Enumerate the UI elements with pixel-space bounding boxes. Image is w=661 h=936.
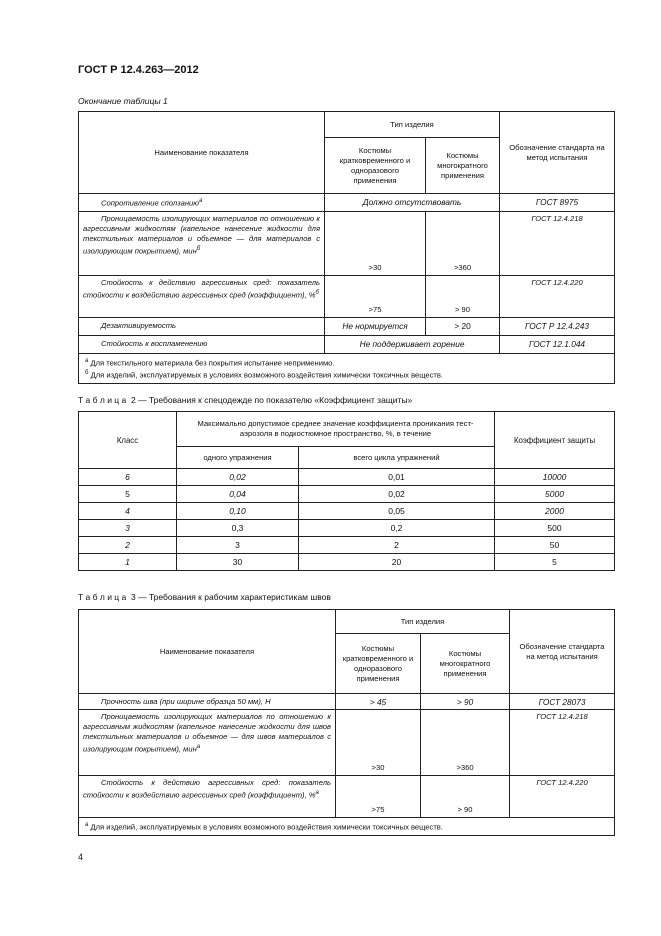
table3 bbox=[78, 609, 615, 836]
cell-coef: 50 bbox=[495, 537, 615, 554]
cell-class: 1 bbox=[79, 554, 177, 571]
row-short: >30 bbox=[336, 710, 421, 776]
t3-col-type: Тип изделия bbox=[336, 610, 510, 634]
document-header: ГОСТ Р 12.4.263—2012 bbox=[78, 64, 199, 76]
row-multi: > 90 bbox=[426, 275, 500, 317]
row-name: Проницаемость изолирующих материалов по отношению к агрессивным жидкостям (капельное нанесение жидкости для швов текстильных материалов и объемное — для швов материалов с изолирующим покрытием), мин bbox=[83, 712, 331, 754]
page-number: 4 bbox=[78, 852, 84, 862]
row-merged-value: Должно отсутствовать bbox=[325, 194, 500, 212]
cell-all: 0,05 bbox=[299, 503, 495, 520]
row-multi: >360 bbox=[421, 710, 510, 776]
row-multi: > 90 bbox=[421, 694, 510, 710]
row-name: Прочность шва (при ширине образца 50 мм), Н bbox=[101, 696, 271, 706]
cell-one: 0,3 bbox=[177, 520, 299, 537]
table-row bbox=[79, 275, 615, 317]
t1-col-short: Костюмы кратковременного и одноразового применения bbox=[325, 138, 426, 194]
cell-one: 0,10 bbox=[177, 503, 299, 520]
caption-label: Т а б л и ц а 2 bbox=[78, 395, 136, 405]
cell-all: 0,01 bbox=[299, 469, 495, 486]
table-row bbox=[79, 776, 615, 818]
footnote-mark: а bbox=[196, 744, 201, 750]
row-short: >75 bbox=[325, 275, 426, 317]
footnote-text: Для изделий, эксплуатируемых в условиях возможного воздействия химически токсичных веществ. bbox=[90, 822, 443, 832]
row-std: ГОСТ 12.4.220 bbox=[500, 275, 615, 317]
t2-col-one: одного упражнения bbox=[177, 447, 299, 469]
footnote-mark: а bbox=[315, 790, 319, 796]
footnote-text: Для текстильного материала без покрытия испытание неприменимо. bbox=[90, 358, 335, 368]
row-merged-value: Не поддерживает горение bbox=[325, 335, 500, 353]
row-std: ГОСТ Р 12.4.243 bbox=[500, 317, 615, 335]
t1-col-name: Наименование показателя bbox=[79, 112, 325, 194]
row-std: ГОСТ 12.4.220 bbox=[510, 776, 615, 818]
cell-class: 3 bbox=[79, 520, 177, 537]
t2-col-max: Максимально допустимое среднее значение коэффициента проникания тест-аэрозоля в подкостюмное пространство, %, в течение bbox=[177, 412, 495, 447]
t1-col-type: Тип изделия bbox=[325, 112, 500, 138]
table3-footnotes bbox=[79, 818, 615, 836]
row-multi: >360 bbox=[426, 211, 500, 275]
table3-caption bbox=[78, 592, 331, 602]
t3-col-std: Обозначение стандарта на метод испытания bbox=[510, 610, 615, 694]
table2 bbox=[78, 411, 615, 571]
footnote-mark: б bbox=[315, 289, 319, 296]
table-row bbox=[79, 486, 615, 503]
t1-col-std: Обозначение стандарта на метод испытания bbox=[500, 112, 615, 194]
caption-text: — Требования к спецодежде по показателю «Коэффициент защиты» bbox=[138, 395, 413, 405]
row-name: Сопротивление сползанию bbox=[101, 198, 199, 208]
cell-one: 0,02 bbox=[177, 469, 299, 486]
cell-coef: 5 bbox=[495, 554, 615, 571]
cell-class: 4 bbox=[79, 503, 177, 520]
row-name: Стойкость к воспламенению bbox=[101, 339, 208, 349]
cell-coef: 10000 bbox=[495, 469, 615, 486]
t2-col-class: Класс bbox=[79, 412, 177, 469]
table-row bbox=[79, 503, 615, 520]
row-short: >30 bbox=[325, 211, 426, 275]
table-row bbox=[79, 469, 615, 486]
table-row bbox=[79, 317, 615, 335]
table-row bbox=[79, 537, 615, 554]
table-row bbox=[79, 194, 615, 212]
cell-coef: 500 bbox=[495, 520, 615, 537]
table-row bbox=[79, 554, 615, 571]
table2-caption bbox=[78, 395, 412, 405]
footnote-text: Для изделий, эксплуатируемых в условиях возможного воздействия химически токсичных веществ. bbox=[90, 370, 444, 380]
row-std: ГОСТ 12.4.218 bbox=[510, 710, 615, 776]
cell-all: 0,02 bbox=[299, 486, 495, 503]
cell-coef: 5000 bbox=[495, 486, 615, 503]
cell-class: 2 bbox=[79, 537, 177, 554]
footnote-mark: а bbox=[198, 198, 203, 204]
t1-col-multi: Костюмы многократного применения bbox=[426, 138, 500, 194]
cell-one: 0,04 bbox=[177, 486, 299, 503]
t3-col-name: Наименование показателя bbox=[79, 610, 336, 694]
row-std: ГОСТ 12.1.044 bbox=[500, 335, 615, 353]
footnote-mark: а bbox=[85, 822, 89, 828]
caption-label: Т а б л и ц а 3 bbox=[78, 592, 136, 602]
cell-class: 6 bbox=[79, 469, 177, 486]
cell-coef: 2000 bbox=[495, 503, 615, 520]
caption-text: — Требования к рабочим характеристикам швов bbox=[138, 592, 331, 602]
row-multi: > 90 bbox=[421, 776, 510, 818]
t3-col-multi: Костюмы многократного применения bbox=[421, 634, 510, 694]
table-row bbox=[79, 211, 615, 275]
row-short: > 45 bbox=[336, 694, 421, 710]
table1-caption: Окончание таблицы 1 bbox=[78, 96, 168, 106]
row-short: >75 bbox=[336, 776, 421, 818]
footnote-mark: б bbox=[85, 370, 89, 377]
footnote-mark: а bbox=[85, 357, 89, 364]
cell-all: 20 bbox=[299, 554, 495, 571]
cell-all: 0,2 bbox=[299, 520, 495, 537]
t2-col-coef: Коэффициент защиты bbox=[495, 412, 615, 469]
table-row bbox=[79, 710, 615, 776]
table1 bbox=[78, 111, 615, 384]
row-name: Дезактивируемость bbox=[101, 321, 177, 331]
row-multi: > 20 bbox=[426, 317, 500, 335]
row-name: Стойкость к действию агрессивных сред: показатель стойкости к воздействию агрессивных сред (коэффициент), % bbox=[83, 778, 331, 800]
row-name: Стойкость к действию агрессивных сред: показатель стойкости к воздействию агрессивных сред (коэффициент), % bbox=[83, 277, 320, 300]
row-name: Проницаемость изолирующих материалов по отношению к агрессивным жидкостям (капельное нанесение жидкости для текстильных материалов и объемное — для материалов с изолирующим покрытием), мин bbox=[83, 213, 320, 256]
row-short: Не нормируется bbox=[325, 317, 426, 335]
cell-one: 3 bbox=[177, 537, 299, 554]
table1-footnotes bbox=[79, 353, 615, 383]
t2-col-all: всего цикла упражнений bbox=[299, 447, 495, 469]
cell-one: 30 bbox=[177, 554, 299, 571]
row-std: ГОСТ 28073 bbox=[510, 694, 615, 710]
t3-col-short: Костюмы кратковременного и одноразового применения bbox=[336, 634, 421, 694]
table-row bbox=[79, 520, 615, 537]
footnote-mark: б bbox=[196, 245, 201, 252]
table-row bbox=[79, 694, 615, 710]
cell-all: 2 bbox=[299, 537, 495, 554]
table-row bbox=[79, 335, 615, 353]
cell-class: 5 bbox=[79, 486, 177, 503]
row-std: ГОСТ 12.4.218 bbox=[500, 211, 615, 275]
row-std: ГОСТ 8975 bbox=[500, 194, 615, 212]
